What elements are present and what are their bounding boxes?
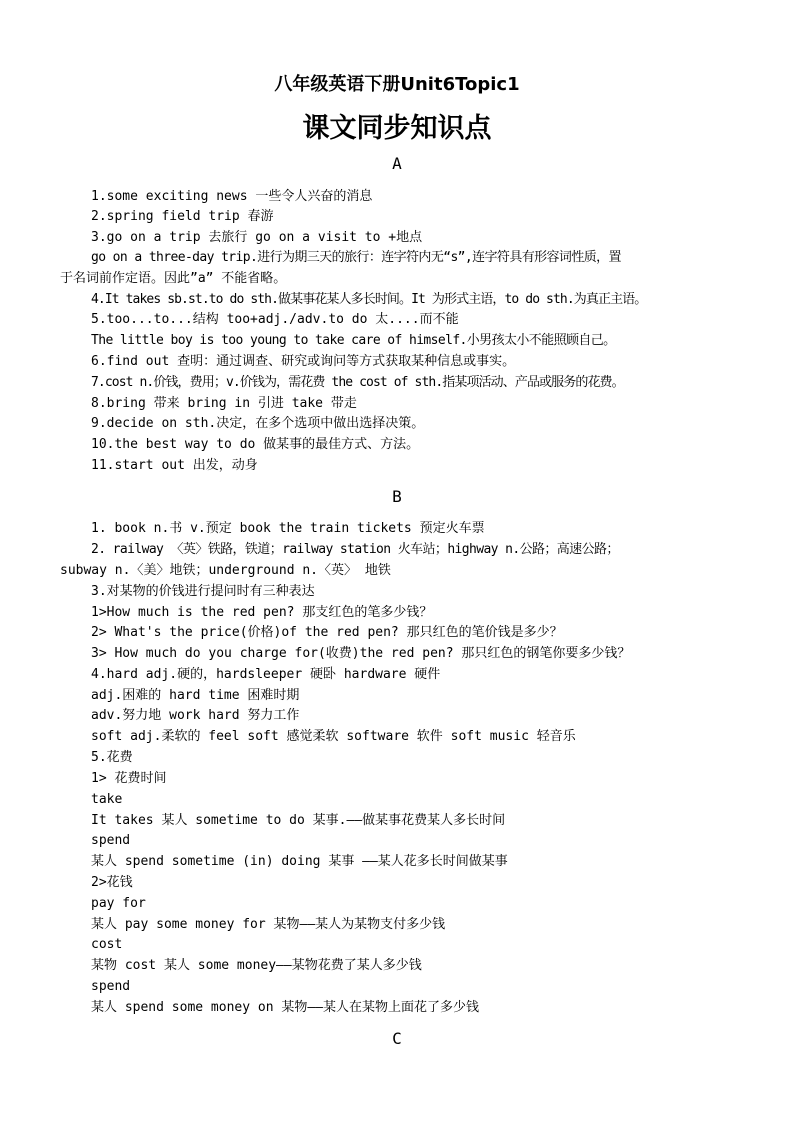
- section-a-line: 6.find out 查明：通过调查、研究或询问等方式获取某种信息或事实。: [91, 354, 516, 369]
- section-b-line: adj.困难的 hard time 困难时期: [91, 688, 300, 703]
- section-b-line: take: [91, 792, 123, 807]
- section-a-line: 7.cost n.价钱，费用；v.价钱为，需花费 the cost of sth.指某项活动、产品或服务的花费。: [91, 375, 624, 390]
- section-b-line: soft adj.柔软的 feel soft 感觉柔软 software 软件 soft music 轻音乐: [91, 729, 576, 744]
- section-a-line: go on a three-day trip.进行为期三天的旅行：连字符内无“s”,连字符具有形容词性质，置: [91, 250, 621, 265]
- section-b-heading: B: [392, 487, 402, 506]
- section-b-line: 某物 cost 某人 some money——某物花费了某人多少钱: [91, 958, 422, 973]
- section-b-line: 2. railway 〈英〉铁路，铁道；railway station 火车站；highway n.公路；高速公路；: [91, 542, 619, 557]
- section-b-line: 2>花钱: [91, 875, 133, 890]
- section-a-line: 于名词前作定语。因此”a” 不能省略。: [60, 271, 287, 286]
- document-title: 八年级英语下册Unit6Topic1: [274, 74, 520, 95]
- section-c-heading: C: [392, 1029, 402, 1048]
- section-b-line: cost: [91, 937, 123, 952]
- section-a-line: 3.go on a trip 去旅行 go on a visit to +地点: [91, 230, 423, 245]
- section-b-line: 某人 spend sometime (in) doing 某事 ——某人花多长时间做某事: [91, 854, 508, 869]
- section-b-line: 1> 花费时间: [91, 771, 167, 786]
- section-b-line: pay for: [91, 896, 146, 911]
- section-b-line: 3.对某物的价钱进行提问时有三种表达: [91, 584, 315, 599]
- section-b-line: 2> What's the price(价格)of the red pen? 那只红色的笔价钱是多少？: [91, 625, 563, 640]
- section-b-line: 1>How much is the red pen? 那支红色的笔多少钱？: [91, 605, 433, 620]
- section-a-line: 5.too...to...结构 too+adj./adv.to do 太....而不能: [91, 312, 459, 327]
- section-b-line: subway n.〈美〉地铁；underground n.〈英〉 地铁: [60, 563, 391, 578]
- section-a-line: 4.It takes sb.st.to do sth.做某事花某人多长时间。It 为形式主语，to do sth.为真正主语。: [91, 292, 647, 307]
- section-b-line: 3> How much do you charge for(收费)the red pen? 那只红色的钢笔你要多少钱？: [91, 646, 631, 661]
- section-a-heading: A: [392, 154, 402, 173]
- section-b-line: 某人 pay some money for 某物——某人为某物支付多少钱: [91, 917, 446, 932]
- section-b-line: adv.努力地 work hard 努力工作: [91, 708, 300, 723]
- section-a-line: 1.some exciting news 一些令人兴奋的消息: [91, 189, 373, 204]
- section-a-line: 8.bring 带来 bring in 引进 take 带走: [91, 396, 357, 411]
- section-a-line: 10.the best way to do 做某事的最佳方式、方法。: [91, 437, 420, 452]
- section-b-line: spend: [91, 979, 131, 994]
- section-b-line: It takes 某人 sometime to do 某事.——做某事花费某人多长时间: [91, 813, 506, 828]
- section-b-line: spend: [91, 833, 131, 848]
- section-a-line: 2.spring field trip 春游: [91, 209, 274, 224]
- section-b-line: 4.hard adj.硬的，hardsleeper 硬卧 hardware 硬件: [91, 667, 441, 682]
- section-a-line: The little boy is too young to take care of himself.小男孩太小不能照顾自己。: [91, 333, 616, 348]
- section-b-line: 1. book n.书 v.预定 book the train tickets 预定火车票: [91, 521, 485, 536]
- section-a-line: 9.decide on sth.决定，在多个选项中做出选择决策。: [91, 416, 425, 431]
- section-a-line: 11.start out 出发，动身: [91, 458, 258, 473]
- section-b-line: 5.花费: [91, 750, 133, 765]
- section-b-line: 某人 spend some money on 某物——某人在某物上面花了多少钱: [91, 1000, 480, 1015]
- document-subtitle: 课文同步知识点: [302, 113, 492, 144]
